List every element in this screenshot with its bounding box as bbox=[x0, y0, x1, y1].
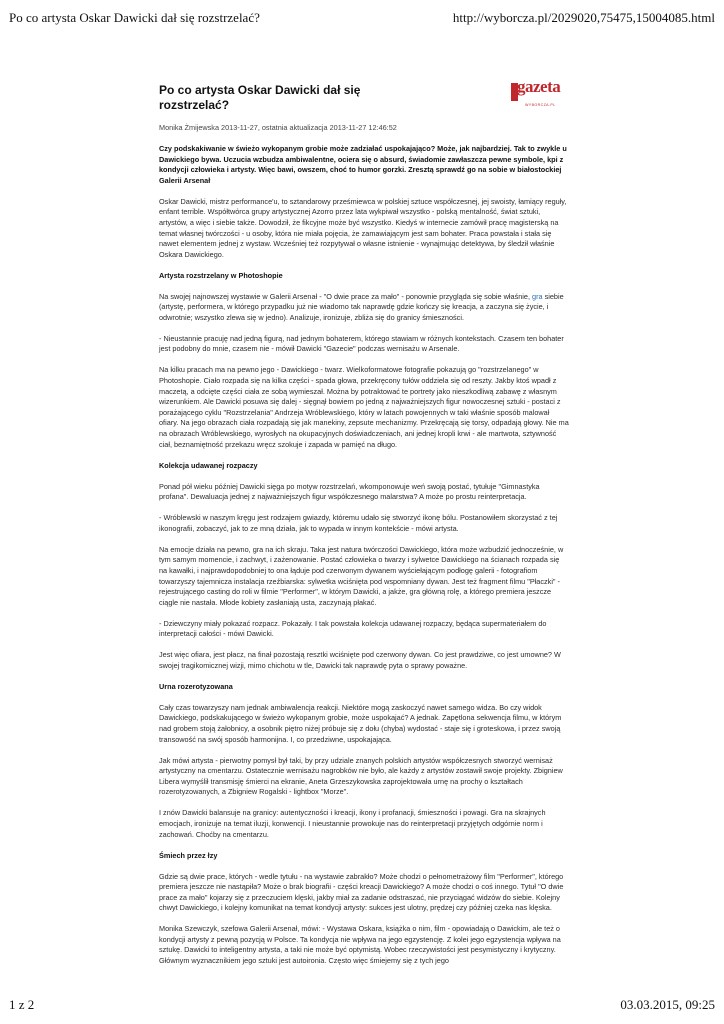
paragraph bbox=[159, 292, 569, 324]
article-title: Po co artysta Oskar Dawicki dał się rozstrzelać? bbox=[159, 83, 361, 112]
logo-subtitle: WYBORCZA.PL bbox=[525, 103, 556, 107]
paragraph: Na kilku pracach ma na pewno jego - Dawickiego - twarz. Wielkoformatowe fotografie pokazują go "rozstrzelanego" w Photoshopie. Ciało rozpada się na kilka części - spada głowa, przekręcony tułów oddziela się od reszty. Jakby ktoś wpadł z maczetą, a odcięte części ciała ze sobą wymieszał. Można by potraktować te portrety jako nieszkodliwą zabawę z własnym wizerunkiem. Ale Dawicki posuwa się dalej - sięgnął bowiem po jedną z najważniejszych figur nowoczesnej sztuki - postaci z porażającego cyklu "Rozstrzelania" Andrzeja Wróblewskiego, który w latach powojennych w taki właśnie sposób malował ofiary. Na jego obrazach ciała rozpadają się jak manekiny, zepsute mechanizmy. Przekręcają się torsy, odpadają głowy. Nie ma na obrazach Wróblewskiego, wyrosłych na okupacyjnych doświadczeniach, ani jednej kropli krwi - ale martwota, sztywność ciał, beznamiętność przekazu wręcz szokuje i zapada w pamięć na długo. bbox=[159, 365, 569, 449]
paragraph: Monika Szewczyk, szefowa Galerii Arsenał, mówi: - Wystawa Oskara, książka o nim, film - opowiadają o Dawickim, ale też o kondycji artysty z pewną pozycją w Polsce. Ta kondycja nie wpływa na jego egzystencję. Z kolei jego egzystencja wpływa na sztukę. Dawicki to inteligentny artysta, a taki nie może być optymistą. Wobec rzeczywistości jest pesymistyczny i krytyczny. Głównym wyznacznikiem jego sztuki jest autoironia. Często więc śmiejemy się z tych jego bbox=[159, 924, 561, 966]
paragraph-text: Na swojej najnowszej wystawie w Galerii Arsenał - "O dwie prace za mało" - ponownie przygląda się sobie właśnie, bbox=[159, 291, 533, 301]
paragraph: Jest więc ofiara, jest płacz, na finał pozostają resztki wciśnięte pod czerwony dywan. Co jest prawdziwe, co jest umowne? W swojej tragikomicznej wizji, mimo chichotu w tle, Dawicki tak naprawdę pyta o sprawy poważne. bbox=[159, 650, 561, 670]
paragraph: Gdzie są dwie prace, których - wedle tytułu - na wystawie zabrakło? Może chodzi o pełnometrażowy film "Performer", którego premiera jeszcze nie nastąpiła? Może o brak biografii - części kreacji Dawickiego? A może chodzi o coś innego. Tytuł "O dwie prace za mało" kojarzy się z przeczuciem klęski, jakby miał za zadanie odstraszać, nie przyciągać widzów do siebie. Kolejny chwyt Dawickiego, i kolejny komunikat na temat kondycji artysty: sukces jest ulotny, prędzej czy później czeka nas klęska. bbox=[159, 871, 564, 913]
paragraph: Jak mówi artysta - pierwotny pomysł był taki, by przy udziale znanych polskich artystów współczesnych stworzyć wernisaż artystyczny na cmentarzu. Ostatecznie wernisażu nagrobków nie było, ale każdy z artystów zostawił swoje projekty. Zbigniew Libera wymyślił transmisję śmierci na ekranie, Aneta Grzeszykowska zaprojektowała urnę na prochy o kształtach rozerotyzowanych, a Zbigniew Rogalski - lightbox "Morze". bbox=[159, 755, 563, 797]
print-header bbox=[9, 10, 715, 26]
article-byline: Monika Żmijewska 2013-11-27, ostatnia aktualizacja 2013-11-27 12:46:52 bbox=[159, 123, 397, 132]
paragraph: - Nieustannie pracuję nad jedną figurą, nad jednym bohaterem, którego stawiam w różnych kontekstach. Czasem ten bohater jest podobny do mnie, czasem nie - mówił Dawicki "Gazecie" podczas wernisażu w Arsenale. bbox=[159, 333, 564, 354]
article-lead: Czy podskakiwanie w świeżo wykopanym grobie może zadziałać uspokajająco? Może, jak najbardziej. Tak to zwykle u Dawickiego bywa. Uczucia wzbudza ambiwalentne, ociera się o absurd, świadomie zawłaszcza pewne symbole, kpi z kondycji człowieka i artysty. Więc bawi, owszem, choć to humor gorzki. Zresztą sprawdź go na sobie w białostockiej Galerii Arsenał bbox=[159, 143, 567, 185]
logo-wordmark: gazeta bbox=[517, 77, 561, 96]
inline-link[interactable]: gra bbox=[532, 291, 543, 301]
paragraph: Na emocje działa na pewno, gra na ich skraju. Taka jest natura twórczości Dawickiego, która może wzbudzić jednocześnie, w tym samym momencie, i zachwyt, i zażenowanie. Postać człowieka o twarzy i sylwetce Dawickiego na ścianach rozpada się na kawałki, i najprawdopodobniej to ona łąduje pod czerwonym dywanem wyściełającym podłogę galerii - fotografiom towarzyszy tajemnicza instalacja rzeźbiarska: sylwetka wciśnięta pod wspomniany dywan. Jest też fragment filmu "Płaczki" - rejestrującego casting do roli w filmie "Performer", w którym Dawicki, a jakże, gra główną rolę, a którego premiera jeszcze ciągle nie nastała. Młode kobiety zasłaniają usta, zaczynają płakać. bbox=[159, 544, 564, 607]
section-heading: Artysta rozstrzelany w Photoshopie bbox=[159, 270, 283, 280]
paragraph: - Wróblewski w naszym kręgu jest rodzajem gwiazdy, któremu udało się stworzyć ikonę bólu. Postanowiłem skorzystać z tej ikonografii, zobaczyć, jak to ze mną działa, jak to wypada w innym kontekście - mówi artysta. bbox=[159, 513, 558, 533]
gazeta-logo[interactable] bbox=[511, 77, 561, 109]
section-heading: Śmiech przez łzy bbox=[159, 850, 218, 860]
paragraph-text: siebie (artystę, performera, w którego przypadku już nie wiadomo tak naprawdę gdzie kończy się kreacja, a zaczyna się życie, i odwrotnie; wszystko zlewa się w jedno). Analizuje, ironizuje, zbliża się do granicy śmieszności. bbox=[159, 291, 564, 322]
article bbox=[159, 77, 569, 977]
print-footer bbox=[9, 997, 715, 1013]
paragraph: - Dziewczyny miały pokazać rozpacz. Pokazały. I tak powstała kolekcja udawanej rozpaczy, będąca supermateriałem do interpretacji całości - mówi Dawicki. bbox=[159, 618, 547, 639]
paragraph: Ponad pół wieku później Dawicki sięga po motyw rozstrzelań, wkomponowuje weń swoją postać, tytułuje "Gimnastyka profana". Dewaluacja jednej z najważniejszych figur współczesnego malarstwa? A może po prostu reinterpretacja. bbox=[159, 481, 540, 502]
print-datetime: 03.03.2015, 09:25 bbox=[620, 997, 715, 1012]
section-heading: Urna rozerotyzowana bbox=[159, 681, 233, 691]
paragraph: I znów Dawicki balansuje na granicy: autentyczności i kreacji, ikony i profanacji, śmieszności i powagi. Gra na skrajnych emocjach, ironizuje na temat iluzji, konwencji. I nieustannie prowokuje nas do reinterpretacji przyjętych odgórnie norm i zachowań. Choćby na cmentarzu. bbox=[159, 808, 546, 839]
paragraph: Cały czas towarzyszy nam jednak ambiwalencja reakcji. Niektóre mogą zaskoczyć nawet samego widza. Bo czy widok Dawickiego, podskakującego w świeżo wykopanym grobie, może uspokajać? A jednak. Zapętlona sekwencja filmu, w którym nad grobem stoją żałobnicy, a osobnik piętro niżej próbuje się z dołu (chyba) wydostać - staje się i groteskowa, i przez swoją transowość na swój sposób harmonijna. I, co przedziwne, uspokajająca. bbox=[159, 702, 562, 744]
page-number: 1 z 2 bbox=[9, 997, 35, 1012]
print-header-url[interactable]: http://wyborcza.pl/2029020,75475,15004085.html bbox=[452, 10, 715, 25]
print-header-title: Po co artysta Oskar Dawicki dał się rozstrzelać? bbox=[9, 10, 260, 25]
paragraph: Oskar Dawicki, mistrz performance'u, to sztandarowy prześmiewca w polskiej sztuce współczesnej, jej swoisty, łamiący reguły, enfant terrible. Współtwórca grupy artystycznej Azorro przez lata wykpiwał wszystko - polską mentalność, świat sztuki, artystów, a więc i siebie także. Dowodził, że fikcyjne może być wszystko. Kiedyś w internecie zamówił pracę magisterską na temat własnej twórczości - u osoby, która nie miała pojęcia, że zamawiającym jest sam bohater. Praca powstała i stała się nawet elementem jednej z wystaw. Wcześniej też rozpytywał o własne istnienie - wynajmując detektywa, by śledził właśnie Oskara Dawickiego. bbox=[159, 196, 567, 259]
section-heading: Kolekcja udawanej rozpaczy bbox=[159, 460, 258, 470]
